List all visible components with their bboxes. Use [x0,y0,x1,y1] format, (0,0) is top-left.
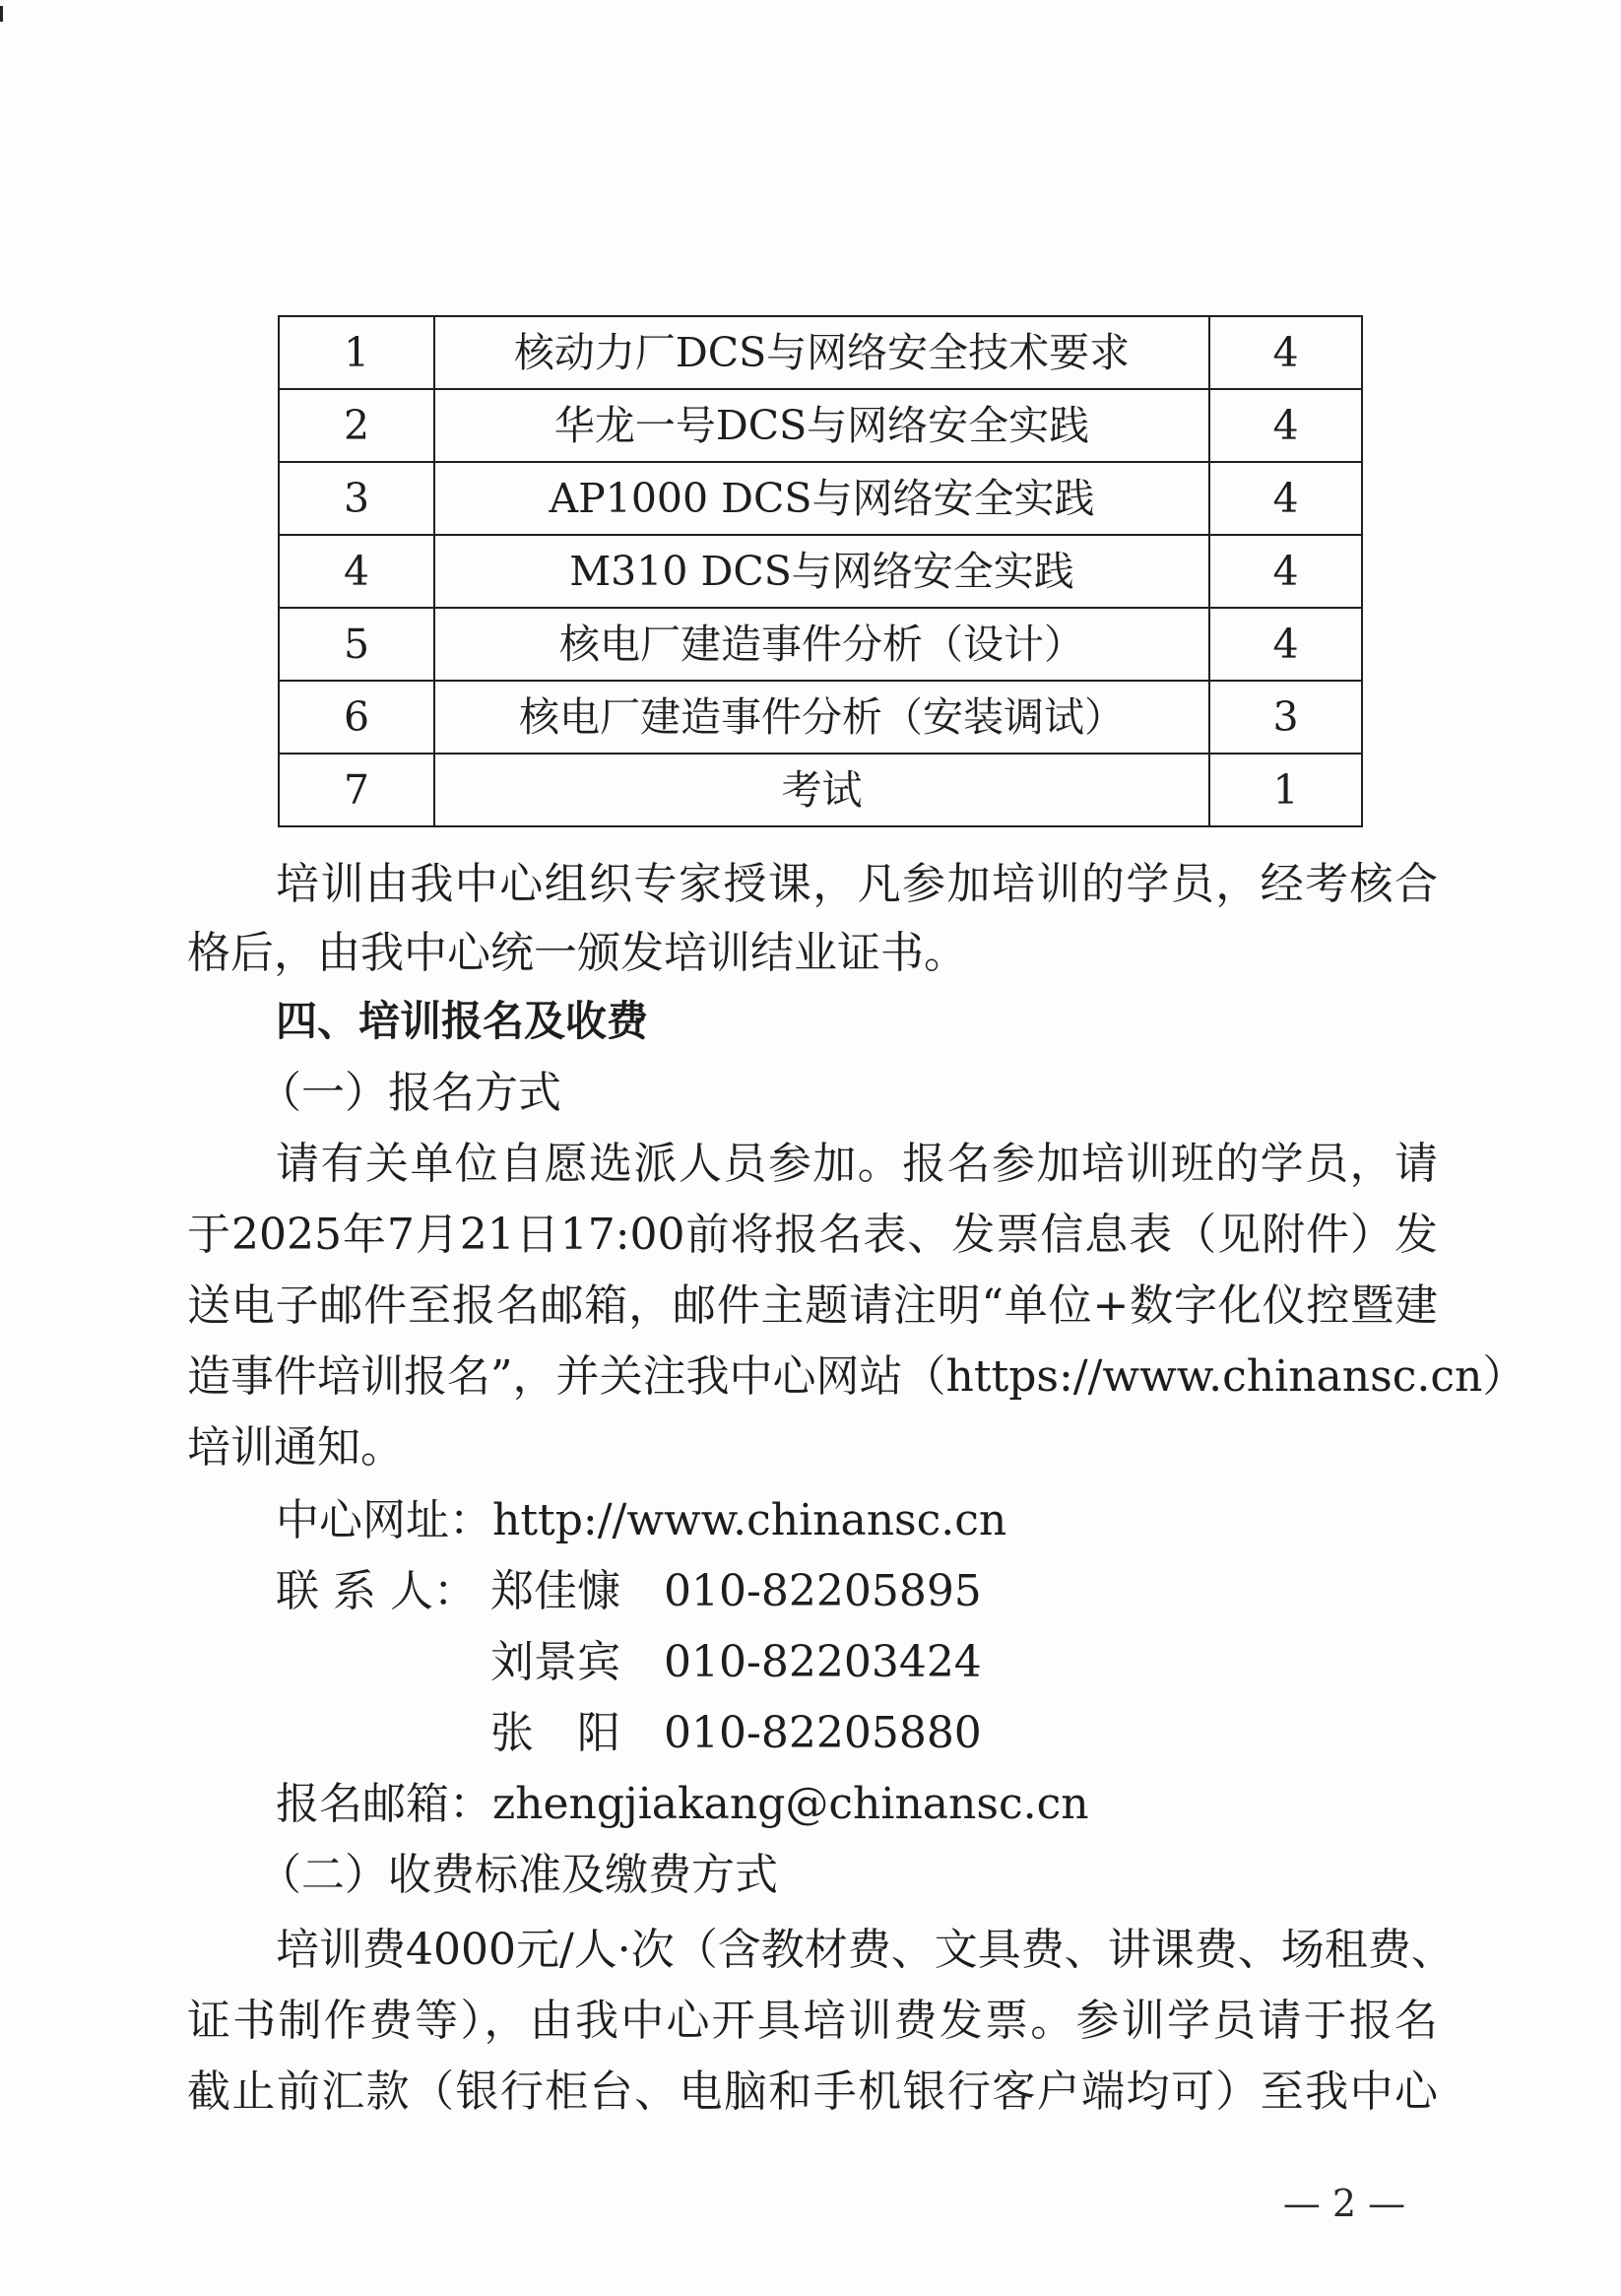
scan-corner-mark [0,6,3,22]
contact-phone: 010-82203424 [664,1637,982,1687]
fee-paragraph-line-3: 截止前汇款（银行柜台、电脑和手机银行客户端均可）至我中心 [187,2066,1438,2117]
course-title: 核电厂建造事件分析（设计） [434,608,1209,681]
contact-name: 张 阳 [490,1708,620,1758]
course-table [278,315,1363,827]
course-hours: 1 [1209,754,1362,826]
course-title: 核动力厂DCS与网络安全技术要求 [434,316,1209,389]
table-row [279,316,1362,389]
row-number: 4 [279,535,434,608]
course-hours: 4 [1209,535,1362,608]
fee-paragraph-line-2: 证书制作费等），由我中心开具培训费发票。参训学员请于报名 [187,1996,1438,2046]
table-row [279,608,1362,681]
course-hours: 3 [1209,681,1362,754]
course-title: 华龙一号DCS与网络安全实践 [434,389,1209,462]
page-number: — 2 — [1282,2182,1406,2225]
registration-paragraph-line-3: 送电子邮件至报名邮箱，邮件主题请注明“单位+数字化仪控暨建 [187,1280,1438,1331]
subsection-heading-fees: （二）收费标准及缴费方式 [258,1850,778,1900]
registration-paragraph-line-2: 于2025年7月21日17:00前将报名表、发票信息表（见附件）发 [187,1210,1438,1260]
table-row [279,754,1362,826]
intro-paragraph-line-2: 格后，由我中心统一颁发培训结业证书。 [187,928,967,978]
row-number: 7 [279,754,434,826]
registration-paragraph-line-5: 培训通知。 [187,1422,404,1473]
course-hours: 4 [1209,608,1362,681]
fee-paragraph-line-1: 培训费4000元/人·次（含教材费、文具费、讲课费、场租费、 [276,1925,1455,1975]
row-number: 5 [279,608,434,681]
registration-paragraph-line-1: 请有关单位自愿选派人员参加。报名参加培训班的学员，请 [276,1139,1438,1189]
table-row [279,535,1362,608]
registration-email: 报名邮箱：zhengjiakang@chinansc.cn [276,1779,1089,1829]
contact-label: 联 系 人： [276,1566,477,1616]
intro-paragraph-line-1: 培训由我中心组织专家授课，凡参加培训的学员，经考核合 [276,859,1438,909]
course-hours: 4 [1209,389,1362,462]
contact-name: 刘景宾 [490,1637,620,1687]
row-number: 6 [279,681,434,754]
contact-phone: 010-82205895 [664,1566,982,1616]
course-hours: 4 [1209,462,1362,535]
registration-paragraph-line-4: 造事件培训报名”，并关注我中心网站（https://www.chinansc.cn） [187,1351,1526,1402]
course-title: M310 DCS与网络安全实践 [434,535,1209,608]
table-row [279,462,1362,535]
section-heading: 四、培训报名及收费 [276,997,649,1045]
row-number: 2 [279,389,434,462]
course-hours: 4 [1209,316,1362,389]
course-title: 考试 [434,754,1209,826]
subsection-heading-registration: （一）报名方式 [258,1068,561,1118]
course-title: 核电厂建造事件分析（安装调试） [434,681,1209,754]
row-number: 1 [279,316,434,389]
table-row [279,681,1362,754]
course-title: AP1000 DCS与网络安全实践 [434,462,1209,535]
center-website: 中心网址：http://www.chinansc.cn [276,1495,1007,1545]
contact-phone: 010-82205880 [664,1708,982,1758]
contact-name: 郑佳慷 [490,1566,620,1616]
course-table-container [278,315,1355,827]
row-number: 3 [279,462,434,535]
table-row [279,389,1362,462]
